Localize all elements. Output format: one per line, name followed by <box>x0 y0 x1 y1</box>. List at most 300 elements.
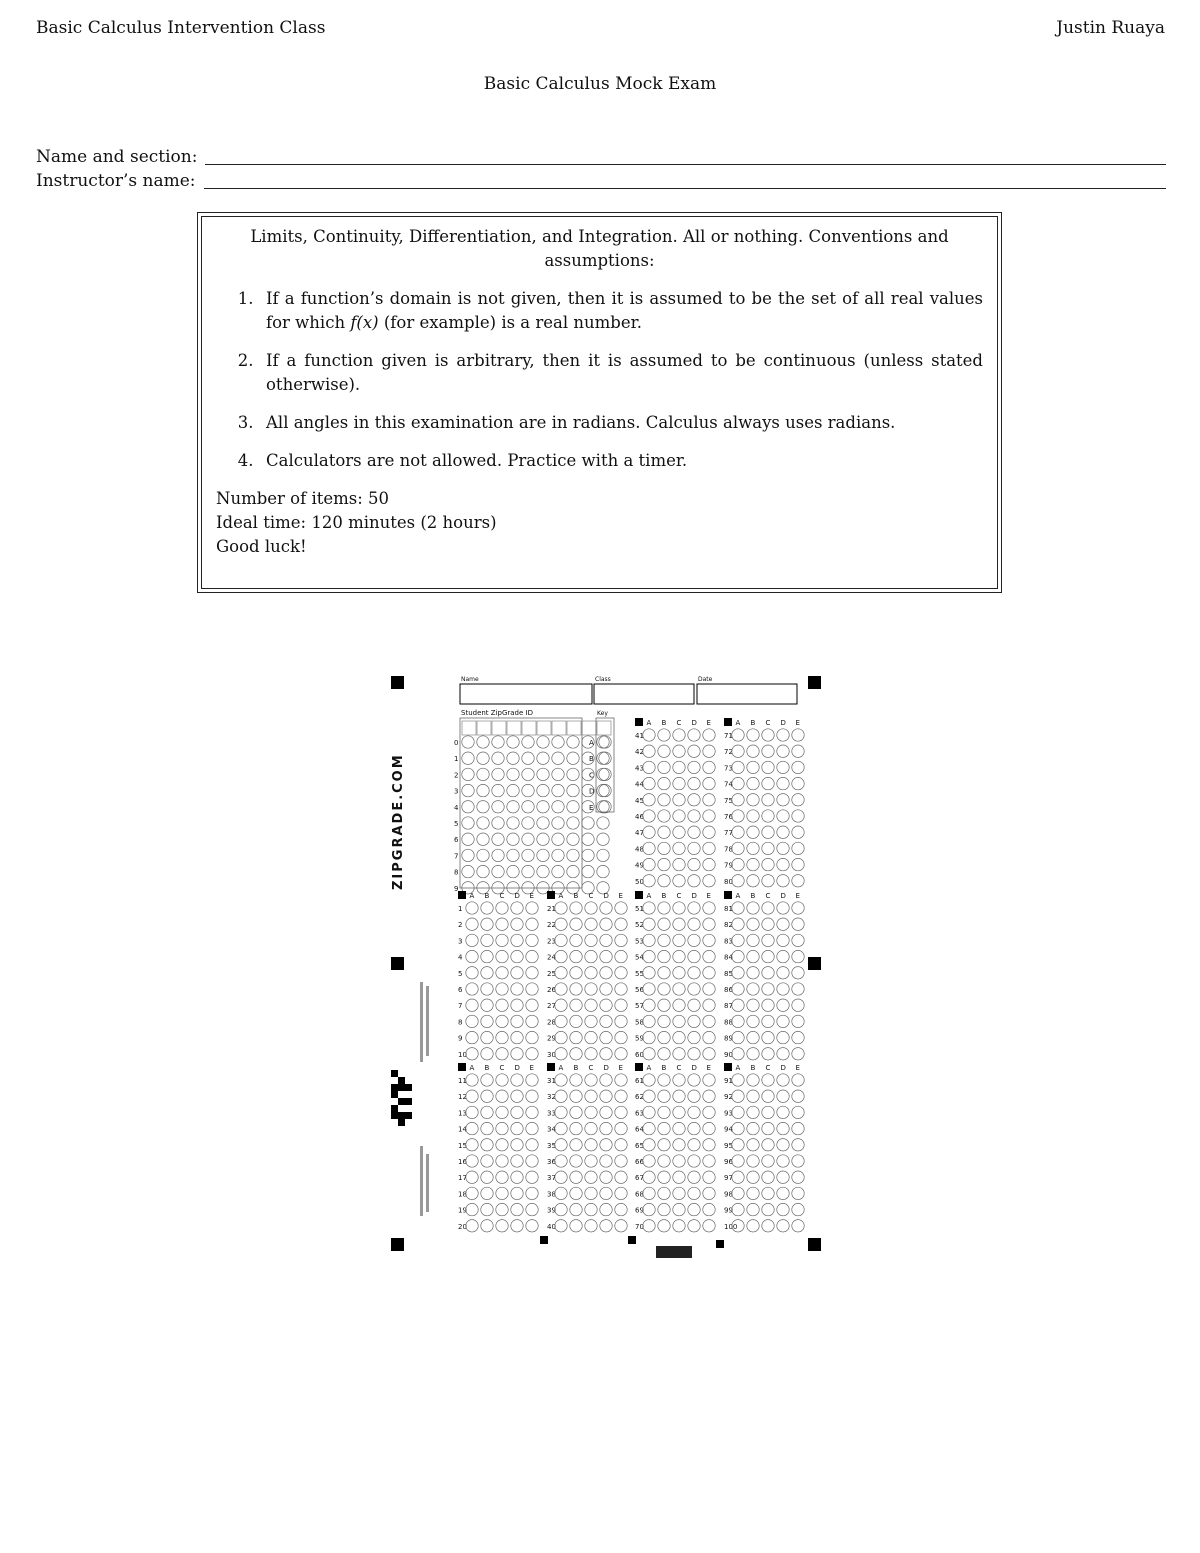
student-id-bubble <box>507 736 519 748</box>
answer-bubble <box>762 1203 774 1215</box>
student-id-bubble <box>567 752 579 764</box>
answer-bubble <box>732 1155 744 1167</box>
answer-bubble <box>643 729 655 741</box>
answer-bubble <box>747 934 759 946</box>
answer-bubble <box>585 934 597 946</box>
student-id-bubble <box>492 817 504 829</box>
answer-bubble <box>526 1187 538 1199</box>
answer-bubble <box>673 745 685 757</box>
answer-bubble <box>703 858 715 870</box>
answer-bubble <box>658 1122 670 1134</box>
answer-bubble <box>673 1203 685 1215</box>
answer-bubble <box>777 1187 789 1199</box>
question-number: 45 <box>635 796 644 805</box>
answer-bubble <box>511 1090 523 1102</box>
answer-bubble <box>732 1106 744 1118</box>
answer-bubble <box>658 1171 670 1183</box>
question-number: 32 <box>547 1093 556 1102</box>
exam-title: Basic Calculus Mock Exam <box>483 74 717 94</box>
answer-bubble <box>732 826 744 838</box>
answer-bubble <box>747 983 759 995</box>
student-id-bubble <box>567 833 579 845</box>
answer-bubble <box>643 1015 655 1027</box>
student-id-bubble <box>597 865 609 877</box>
answer-bubble <box>643 967 655 979</box>
question-number: 51 <box>635 905 644 913</box>
answer-bubble <box>511 1106 523 1118</box>
answer-bubble <box>747 1139 759 1151</box>
question-number: 79 <box>724 861 733 870</box>
student-id-bubble <box>507 752 519 764</box>
student-id-bubble <box>552 865 564 877</box>
answer-bubble <box>792 826 804 838</box>
student-id-bubble <box>597 833 609 845</box>
id-digit-label: 9 <box>454 884 459 893</box>
question-number: 9 <box>458 1034 463 1043</box>
answer-bubble <box>511 950 523 962</box>
key-choice-label: C <box>589 771 594 780</box>
student-id-bubble <box>492 801 504 813</box>
key-choice-label: D <box>589 787 595 796</box>
answer-bubble <box>777 729 789 741</box>
student-id-bubble <box>522 752 534 764</box>
answer-bubble <box>777 918 789 930</box>
question-number: 58 <box>635 1018 644 1027</box>
date-box <box>697 684 797 704</box>
id-digit-label: 6 <box>454 836 459 845</box>
answer-bubble <box>762 967 774 979</box>
answer-bubble <box>732 1090 744 1102</box>
answer-bubble <box>762 1048 774 1060</box>
answer-bubble <box>658 1220 670 1232</box>
answer-bubble <box>615 1090 627 1102</box>
choice-header-label: A <box>646 719 652 727</box>
answer-bubble <box>688 1074 700 1086</box>
answer-bubble <box>466 1122 478 1134</box>
answer-bubble <box>643 1155 655 1167</box>
answer-bubble <box>703 777 715 789</box>
question-number: 82 <box>724 921 733 930</box>
answer-bubble <box>732 1031 744 1043</box>
answer-bubble <box>555 1074 567 1086</box>
answer-bubble <box>481 918 493 930</box>
question-number: 11 <box>458 1077 467 1085</box>
choice-header-label: E <box>706 719 711 727</box>
answer-bubble <box>466 1187 478 1199</box>
answer-bubble <box>511 1048 523 1060</box>
answer-bubble <box>585 1171 597 1183</box>
answer-bubble <box>481 1031 493 1043</box>
answer-bubble <box>673 902 685 914</box>
question-number: 92 <box>724 1093 733 1102</box>
answer-bubble <box>526 1122 538 1134</box>
answer-bubble <box>792 810 804 822</box>
answer-bubble <box>703 761 715 773</box>
key-label: Key <box>597 710 608 717</box>
answer-bubble <box>585 1187 597 1199</box>
answer-bubble <box>496 1106 508 1118</box>
answer-bubble <box>658 950 670 962</box>
side-notes <box>420 982 429 1216</box>
id-digit-label: 0 <box>454 739 459 747</box>
answer-bubble <box>762 1220 774 1232</box>
answer-bubble <box>703 1090 715 1102</box>
sheet-code-block <box>391 1070 412 1126</box>
answer-bubble <box>762 1074 774 1086</box>
answer-bubble <box>762 729 774 741</box>
question-number: 28 <box>547 1018 556 1027</box>
answer-bubble <box>643 918 655 930</box>
student-id-bubble <box>567 817 579 829</box>
answer-bubble <box>673 810 685 822</box>
answer-bubble <box>615 999 627 1011</box>
answer-bubble <box>673 1031 685 1043</box>
answer-bubble <box>688 999 700 1011</box>
answer-bubble <box>688 826 700 838</box>
answer-bubble <box>658 858 670 870</box>
answer-bubble <box>585 967 597 979</box>
answer-bubble <box>585 1122 597 1134</box>
answer-bubble <box>585 1048 597 1060</box>
answer-bubble <box>762 934 774 946</box>
question-number: 29 <box>547 1034 556 1043</box>
answer-bubble <box>777 858 789 870</box>
answer-bubble <box>466 999 478 1011</box>
question-number: 43 <box>635 764 644 773</box>
answer-bubble <box>688 983 700 995</box>
answer-bubble <box>466 1203 478 1215</box>
answer-bubble <box>511 983 523 995</box>
answer-bubble <box>481 1203 493 1215</box>
answer-bubble <box>673 1122 685 1134</box>
answer-bubble <box>496 1048 508 1060</box>
answer-bubble <box>658 777 670 789</box>
answer-bubble <box>615 1031 627 1043</box>
answer-bubble <box>732 794 744 806</box>
answer-bubble <box>732 950 744 962</box>
answer-bubble <box>481 934 493 946</box>
answer-bubble <box>732 1203 744 1215</box>
student-id-bubble <box>522 817 534 829</box>
answer-bubble <box>496 934 508 946</box>
student-id-bubble <box>567 865 579 877</box>
answer-bubble <box>688 858 700 870</box>
answer-bubble <box>777 1074 789 1086</box>
answer-bubble <box>703 745 715 757</box>
answer-bubble <box>643 1187 655 1199</box>
answer-bubble <box>762 999 774 1011</box>
answer-bubble <box>703 875 715 887</box>
student-id-bubble <box>552 736 564 748</box>
answer-bubble <box>466 1220 478 1232</box>
answer-bubble <box>673 875 685 887</box>
answer-bubble <box>600 1220 612 1232</box>
block-marker <box>458 1063 466 1071</box>
question-number: 98 <box>724 1190 733 1199</box>
answer-bubble <box>570 1187 582 1199</box>
student-id-bubble <box>462 817 474 829</box>
answer-bubble <box>688 842 700 854</box>
answer-bubble <box>466 1015 478 1027</box>
answer-bubble <box>555 1220 567 1232</box>
answer-bubble <box>688 745 700 757</box>
student-id-bubble <box>507 768 519 780</box>
answer-bubble <box>526 1031 538 1043</box>
answer-bubble <box>526 934 538 946</box>
answer-bubble <box>585 999 597 1011</box>
answer-bubble <box>481 1048 493 1060</box>
student-id-bubble <box>522 833 534 845</box>
block-marker <box>724 718 732 726</box>
choice-header-label: D <box>780 719 786 727</box>
question-number: 56 <box>635 986 644 994</box>
answer-bubble <box>481 999 493 1011</box>
student-id-bubble <box>492 784 504 796</box>
answer-bubble <box>643 842 655 854</box>
answer-bubble <box>511 934 523 946</box>
answer-bubble <box>615 1220 627 1232</box>
answer-bubble <box>600 1074 612 1086</box>
student-id-label: Student ZipGrade ID <box>461 709 533 717</box>
number-of-items: Number of items: 50 <box>216 489 390 508</box>
answer-bubble <box>496 967 508 979</box>
question-number: 44 <box>635 780 644 789</box>
answer-bubble <box>762 950 774 962</box>
answer-bubble <box>570 1090 582 1102</box>
answer-bubble <box>673 858 685 870</box>
answer-bubble <box>526 967 538 979</box>
answer-sheet-graphic <box>384 666 826 1266</box>
answer-bubble <box>762 842 774 854</box>
answer-bubble <box>732 1171 744 1183</box>
question-number: 62 <box>635 1093 644 1102</box>
student-id-bubble <box>537 801 549 813</box>
answer-bubble <box>481 1155 493 1167</box>
question-number: 13 <box>458 1109 467 1118</box>
answer-bubble <box>673 729 685 741</box>
instructor-name-line[interactable] <box>204 188 1166 189</box>
answer-bubble <box>643 1122 655 1134</box>
key-choice-label: E <box>589 803 594 812</box>
answer-bubble <box>762 918 774 930</box>
student-id-bubble <box>552 801 564 813</box>
answer-bubble <box>466 1171 478 1183</box>
student-id-bubble <box>492 865 504 877</box>
answer-bubble <box>673 967 685 979</box>
answer-bubble <box>792 950 804 962</box>
answer-bubble <box>585 1074 597 1086</box>
student-id-bubble <box>537 849 549 861</box>
answer-bubble <box>511 1171 523 1183</box>
answer-bubble <box>703 902 715 914</box>
answer-bubble <box>555 1203 567 1215</box>
question-number: 30 <box>547 1050 556 1059</box>
question-number: 60 <box>635 1050 644 1059</box>
choice-header-label: E <box>618 1064 623 1072</box>
answer-bubble <box>643 1220 655 1232</box>
answer-bubble <box>615 902 627 914</box>
answer-bubble <box>792 967 804 979</box>
student-id-bubble <box>567 849 579 861</box>
student-id-bubble <box>522 865 534 877</box>
answer-bubble <box>496 1139 508 1151</box>
answer-bubble <box>703 794 715 806</box>
block-marker <box>635 718 643 726</box>
answer-bubble <box>600 1187 612 1199</box>
answer-bubble <box>777 902 789 914</box>
question-number: 1 <box>458 905 463 913</box>
question-number: 81 <box>724 905 733 913</box>
answer-bubble <box>481 967 493 979</box>
answer-bubble <box>673 826 685 838</box>
answer-bubble <box>777 875 789 887</box>
question-number: 3 <box>458 937 463 946</box>
answer-bubble <box>643 761 655 773</box>
student-id-bubble <box>477 817 489 829</box>
choice-header-label: D <box>691 892 697 900</box>
answer-bubble <box>747 1203 759 1215</box>
student-id-entry-cell <box>582 721 596 735</box>
answer-bubble <box>481 983 493 995</box>
choice-header-label: D <box>691 1064 697 1072</box>
answer-bubble <box>643 1171 655 1183</box>
student-id-bubble <box>477 768 489 780</box>
answer-bubble <box>777 934 789 946</box>
answer-bubble <box>732 1048 744 1060</box>
student-id-bubble <box>537 768 549 780</box>
answer-bubble <box>643 902 655 914</box>
student-id-bubble <box>477 849 489 861</box>
question-number: 33 <box>547 1109 556 1118</box>
answer-bubble <box>762 794 774 806</box>
answer-bubble <box>570 934 582 946</box>
choice-header-label: D <box>514 1064 520 1072</box>
answer-bubble <box>658 761 670 773</box>
answer-bubble <box>585 1090 597 1102</box>
answer-bubble <box>658 810 670 822</box>
student-id-entry-cell <box>477 721 491 735</box>
answer-bubble <box>747 761 759 773</box>
name-section-line[interactable] <box>205 164 1166 165</box>
answer-bubble <box>615 1074 627 1086</box>
answer-bubble <box>555 950 567 962</box>
answer-bubble <box>466 902 478 914</box>
answer-bubble <box>496 918 508 930</box>
answer-bubble <box>555 1171 567 1183</box>
student-id-bubble <box>492 849 504 861</box>
question-number: 80 <box>724 877 733 886</box>
choice-header-label: A <box>469 892 475 900</box>
answer-bubble <box>688 1187 700 1199</box>
answer-bubble <box>688 1106 700 1118</box>
student-id-bubble <box>552 768 564 780</box>
answer-bubble <box>673 1015 685 1027</box>
answer-bubble <box>777 794 789 806</box>
question-number: 25 <box>547 969 556 978</box>
rules-list <box>216 287 983 473</box>
answer-bubble <box>777 842 789 854</box>
student-id-bubble <box>462 768 474 780</box>
answer-bubble <box>555 1090 567 1102</box>
question-number: 26 <box>547 986 556 994</box>
answer-bubble <box>481 950 493 962</box>
registration-mark <box>808 676 821 689</box>
answer-bubble <box>555 1139 567 1151</box>
answer-bubble <box>570 983 582 995</box>
choice-header-label: C <box>588 892 594 900</box>
question-number: 21 <box>547 905 556 913</box>
answer-bubble <box>673 1139 685 1151</box>
answer-bubble <box>585 1155 597 1167</box>
answer-bubble <box>762 1139 774 1151</box>
student-id-bubble <box>522 849 534 861</box>
answer-bubble <box>511 1187 523 1199</box>
answer-bubble <box>703 918 715 930</box>
answer-bubble <box>466 1090 478 1102</box>
answer-bubble <box>570 1203 582 1215</box>
answer-sheet <box>384 666 826 1266</box>
question-number: 57 <box>635 1002 644 1011</box>
question-number: 74 <box>724 780 733 789</box>
key-choice-label: B <box>589 755 594 764</box>
answer-bubble <box>615 1139 627 1151</box>
answer-bubble <box>496 1074 508 1086</box>
choice-header-label: A <box>469 1064 475 1072</box>
answer-bubble <box>570 1106 582 1118</box>
answer-bubble <box>658 1074 670 1086</box>
answer-bubble <box>673 1048 685 1060</box>
answer-bubble <box>526 918 538 930</box>
answer-bubble <box>762 826 774 838</box>
student-id-bubble <box>597 817 609 829</box>
choice-header-label: E <box>795 892 800 900</box>
student-id-bubble <box>567 801 579 813</box>
choice-header-label: E <box>706 1064 711 1072</box>
student-id-entry-cell <box>507 721 521 735</box>
answer-bubble <box>777 1139 789 1151</box>
student-id-bubble <box>507 801 519 813</box>
answer-bubble <box>466 1106 478 1118</box>
answer-bubble <box>511 1031 523 1043</box>
question-number: 48 <box>635 845 644 854</box>
student-id-entry-cell <box>552 721 566 735</box>
choice-header-label: E <box>706 892 711 900</box>
question-number: 36 <box>547 1158 556 1166</box>
answer-bubble <box>703 1015 715 1027</box>
question-number: 75 <box>724 796 733 805</box>
answer-bubble <box>777 1220 789 1232</box>
answer-bubble <box>496 1203 508 1215</box>
choice-header-label: B <box>750 892 756 900</box>
answer-bubble <box>747 1074 759 1086</box>
answer-bubble <box>511 918 523 930</box>
question-number: 42 <box>635 748 644 757</box>
student-id-bubble <box>552 833 564 845</box>
answer-bubble <box>792 1031 804 1043</box>
answer-bubble <box>703 1122 715 1134</box>
student-id-bubble <box>477 865 489 877</box>
answer-bubble <box>732 934 744 946</box>
answer-bubble <box>643 1203 655 1215</box>
registration-mark <box>391 957 404 970</box>
answer-bubble <box>615 1187 627 1199</box>
answer-bubble <box>643 1106 655 1118</box>
answer-bubble <box>792 1090 804 1102</box>
student-id-entry-cell <box>462 721 476 735</box>
question-number: 16 <box>458 1158 467 1166</box>
question-number: 95 <box>724 1141 733 1150</box>
answer-bubble <box>703 1187 715 1199</box>
